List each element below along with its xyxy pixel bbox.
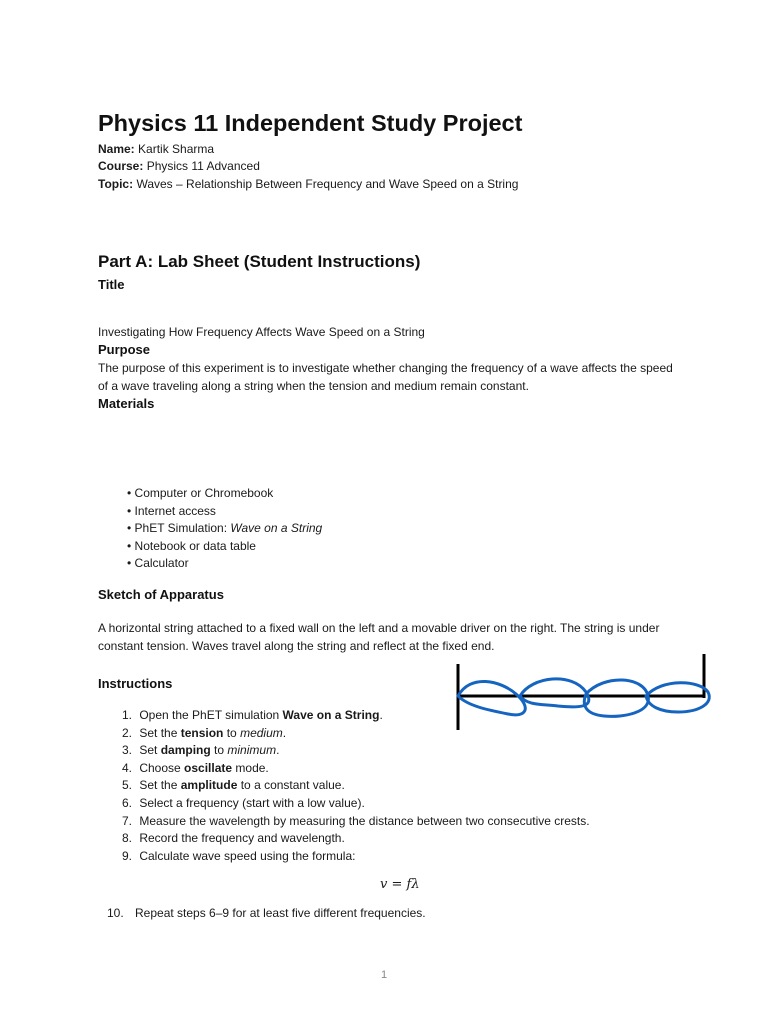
list-item: 5. Set the amplitude to a constant value.	[122, 778, 345, 793]
materials-list	[127, 485, 322, 573]
name-line	[98, 141, 214, 158]
instructions-list	[122, 707, 590, 865]
wave-speed-formula: v = fλ	[380, 877, 420, 892]
list-item: 7. Measure the wavelength by measuring the distance between two consecutive crests.	[122, 813, 590, 828]
list-item: 9. Calculate wave speed using the formula:	[122, 848, 356, 863]
topic-value: Waves – Relationship Between Frequency and Wave Speed on a String	[136, 177, 519, 191]
wave-loop-3	[584, 680, 648, 716]
sketch-heading: Sketch of Apparatus	[98, 587, 224, 602]
title-heading: Title	[98, 277, 125, 292]
page-number: 1	[380, 969, 388, 981]
sketch-text: A horizontal string attached to a fixed wall on the left and a movable driver on the right. The string is under constant tension. Waves travel along the string and reflect at the fixed end.	[98, 621, 660, 653]
name-value: Kartik Sharma	[138, 142, 215, 156]
list-item: 8. Record the frequency and wavelength.	[122, 831, 345, 846]
list-item: • Computer or Chromebook	[127, 486, 274, 500]
list-item: 1. Open the PhET simulation Wave on a String.	[122, 708, 383, 722]
part-a-heading: Part A: Lab Sheet (Student Instructions)	[98, 252, 421, 271]
list-item: 3. Set damping to minimum.	[122, 743, 280, 758]
topic-line	[98, 176, 518, 193]
purpose-text: The purpose of this experiment is to investigate whether changing the frequency of a wave affects the speed of a wave traveling along a string when the tension and medium remain constant.	[98, 361, 673, 393]
list-item: • PhET Simulation: Wave on a String	[127, 521, 323, 535]
list-item: 10. Repeat steps 6–9 for at least five different frequencies.	[107, 906, 426, 920]
list-item: 2. Set the tension to medium.	[122, 725, 287, 740]
materials-heading: Materials	[98, 396, 155, 411]
name-label: Name:	[98, 142, 135, 156]
wave-loop-2	[520, 679, 589, 707]
list-item: • Internet access	[127, 503, 216, 518]
list-item: 6. Select a frequency (start with a low value).	[122, 795, 365, 810]
document-title: Physics 11 Independent Study Project	[98, 110, 523, 136]
purpose-heading: Purpose	[98, 342, 151, 357]
instructions-heading: Instructions	[98, 676, 173, 691]
course-label: Course:	[98, 159, 144, 173]
list-item: 4. Choose oscillate mode.	[122, 760, 269, 775]
list-item: • Calculator	[127, 556, 189, 570]
title-text: Investigating How Frequency Affects Wave Speed on a String	[98, 325, 425, 339]
course-value: Physics 11 Advanced	[146, 159, 260, 173]
topic-label: Topic:	[98, 177, 134, 191]
course-line	[98, 158, 260, 175]
list-item: • Notebook or data table	[127, 538, 256, 553]
